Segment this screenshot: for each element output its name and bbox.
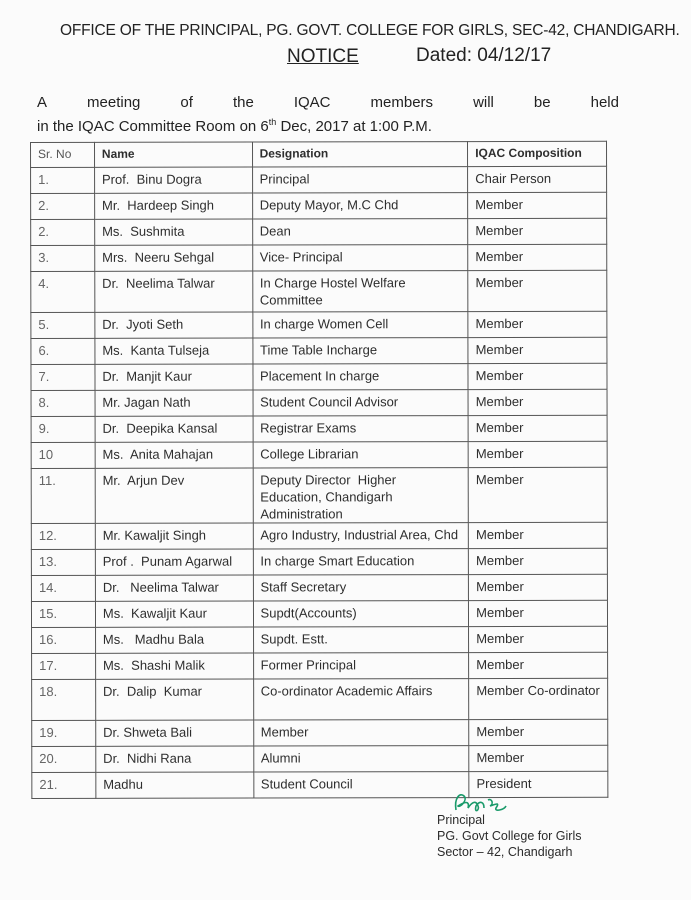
cell-designation: Supdt. Estt. [253, 627, 469, 653]
intro-word: be [533, 94, 551, 111]
cell-name: Mr. Jagan Nath [95, 390, 253, 416]
header-designation: Designation [252, 142, 468, 167]
cell-composition: Member [468, 337, 607, 363]
table-row [31, 415, 607, 442]
cell-composition: President [469, 771, 608, 797]
cell-name: Prof . Punam Agarwal [95, 549, 253, 575]
cell-designation: Deputy Mayor, M.C Chd [252, 193, 468, 219]
cell-sr-no: 10 [31, 442, 95, 468]
cell-sr-no: 14. [31, 575, 95, 601]
cell-name: Prof. Binu Dogra [94, 167, 252, 193]
cell-sr-no: 5. [31, 312, 95, 338]
cell-composition: Member [468, 270, 607, 311]
table-row [31, 166, 607, 193]
table-row [31, 270, 607, 312]
header-composition: IQAC Composition [468, 141, 607, 166]
cell-designation: Dean [252, 219, 468, 245]
cell-composition: Member [468, 441, 607, 467]
cell-designation: Student Council [253, 772, 469, 798]
cell-sr-no: 21. [32, 772, 96, 798]
table-row [31, 363, 607, 390]
cell-composition: Member [468, 363, 607, 389]
table-row [31, 192, 607, 219]
intro-line-2-prefix: in the IQAC Committee Room on 6 [37, 118, 269, 135]
cell-designation: Staff Secretary [253, 575, 469, 601]
signature-block [437, 812, 582, 860]
cell-name: Madhu [96, 772, 254, 798]
cell-name: Dr. Deepika Kansal [95, 416, 253, 442]
cell-designation: Supdt(Accounts) [253, 601, 469, 627]
intro-word: members [370, 94, 434, 111]
cell-composition: Member [468, 467, 607, 522]
cell-designation: Time Table Incharge [252, 338, 468, 364]
cell-sr-no: 8. [31, 390, 95, 416]
table-row [31, 244, 607, 271]
cell-name: Mr. Kawaljit Singh [95, 523, 253, 549]
signatory-institution: PG. Govt College for Girls [437, 829, 582, 843]
cell-composition: Member [469, 574, 608, 600]
intro-word: the [232, 94, 254, 111]
cell-sr-no: 4. [31, 271, 95, 312]
cell-designation: Member [253, 720, 469, 746]
notice-date: Dated: 04/12/17 [416, 45, 552, 66]
cell-composition: Member [468, 244, 607, 270]
table-row [31, 467, 607, 523]
cell-designation: In Charge Hostel Welfare Committee [252, 271, 468, 312]
cell-sr-no: 13. [31, 549, 95, 575]
intro-word: A [37, 94, 48, 111]
cell-designation: Agro Industry, Industrial Area, Chd [253, 523, 469, 549]
cell-composition: Member [468, 311, 607, 337]
intro-line-2-sup: th [268, 117, 277, 127]
cell-name: Ms. Kanta Tulseja [95, 338, 253, 364]
cell-designation: In charge Smart Education [253, 549, 469, 575]
cell-sr-no: 18. [32, 679, 96, 720]
table-row [31, 389, 607, 416]
cell-composition: Member Co-ordinator [469, 678, 608, 719]
cell-name: Ms. Shashi Malik [95, 653, 253, 679]
table-row [32, 678, 608, 720]
cell-name: Mrs. Neeru Sehgal [95, 245, 253, 271]
intro-word: meeting [87, 94, 141, 111]
cell-name: Dr. Shweta Bali [96, 720, 254, 746]
cell-composition: Member [469, 626, 608, 652]
cell-name: Ms. Anita Mahajan [95, 442, 253, 468]
table-row [32, 745, 608, 772]
intro-line-2 [37, 117, 432, 135]
table-row [32, 719, 608, 746]
cell-name: Dr. Neelima Talwar [95, 575, 253, 601]
cell-designation: Student Council Advisor [253, 390, 469, 416]
cell-name: Mr. Arjun Dev [95, 468, 253, 523]
cell-composition: Member [469, 745, 608, 771]
cell-sr-no: 15. [31, 601, 95, 627]
signature-stroke [456, 795, 506, 811]
cell-composition: Member [469, 719, 608, 745]
signatory-title: Principal [437, 813, 485, 827]
cell-sr-no: 2. [31, 219, 95, 245]
cell-designation: Registrar Exams [253, 416, 469, 442]
cell-sr-no: 2. [31, 193, 95, 219]
cell-designation: Deputy Director Higher Education, Chandigarh Administration [253, 468, 469, 523]
table-row [31, 600, 607, 627]
cell-designation: Vice- Principal [252, 245, 468, 271]
table-row [31, 441, 607, 468]
signatory-address: Sector – 42, Chandigarh [437, 845, 573, 859]
cell-sr-no: 11. [31, 468, 95, 523]
cell-sr-no: 20. [32, 746, 96, 772]
table-row [31, 337, 607, 364]
cell-name: Dr. Jyoti Seth [95, 312, 253, 338]
cell-designation: College Librarian [253, 442, 469, 468]
cell-sr-no: 16. [32, 627, 96, 653]
cell-name: Ms. Madhu Bala [95, 627, 253, 653]
cell-composition: Member [468, 218, 607, 244]
cell-composition: Member [468, 415, 607, 441]
cell-sr-no: 3. [31, 245, 95, 271]
intro-word: of [180, 94, 193, 111]
members-table [30, 141, 608, 799]
intro-word: IQAC [293, 94, 331, 111]
cell-designation: Alumni [253, 746, 469, 772]
cell-sr-no: 17. [32, 653, 96, 679]
intro-line-2-suffix: Dec, 2017 at 1:00 P.M. [276, 118, 432, 135]
table-row [32, 652, 608, 679]
cell-name: Dr. Neelima Talwar [95, 271, 253, 312]
cell-designation: Former Principal [253, 653, 469, 679]
cell-name: Ms. Sushmita [95, 219, 253, 245]
notice-title: NOTICE [287, 46, 359, 67]
cell-composition: Member [469, 600, 608, 626]
cell-name: Ms. Kawaljit Kaur [95, 601, 253, 627]
cell-name: Dr. Nidhi Rana [96, 746, 254, 772]
cell-composition: Member [468, 522, 607, 548]
table-row [31, 311, 607, 338]
cell-designation: In charge Women Cell [252, 312, 468, 338]
table-row [31, 548, 607, 575]
intro-word: will [473, 94, 494, 111]
office-heading: OFFICE OF THE PRINCIPAL, PG. GOVT. COLLEGE FOR GIRLS, SEC-42, CHANDIGARH. [60, 22, 680, 39]
cell-designation: Principal [252, 167, 468, 193]
cell-designation: Co-ordinator Academic Affairs [253, 679, 469, 720]
table-row [32, 626, 608, 653]
cell-name: Dr. Dalip Kumar [96, 679, 254, 720]
cell-sr-no: 1. [31, 167, 95, 193]
table-row [32, 771, 608, 798]
cell-composition: Member [468, 192, 607, 218]
intro-line-1 [37, 94, 619, 111]
cell-composition: Chair Person [468, 166, 607, 192]
table-row [31, 218, 607, 245]
cell-composition: Member [469, 548, 608, 574]
cell-sr-no: 6. [31, 338, 95, 364]
cell-name: Mr. Hardeep Singh [94, 193, 252, 219]
header-name: Name [94, 142, 252, 167]
cell-sr-no: 19. [32, 720, 96, 746]
table-header-row [31, 141, 607, 167]
cell-designation: Placement In charge [253, 364, 469, 390]
intro-word: held [590, 94, 619, 111]
header-sr-no: Sr. No [31, 142, 95, 167]
cell-composition: Member [468, 389, 607, 415]
cell-composition: Member [469, 652, 608, 678]
cell-sr-no: 7. [31, 364, 95, 390]
table-row [31, 522, 607, 549]
cell-sr-no: 12. [31, 523, 95, 549]
cell-name: Dr. Manjit Kaur [95, 364, 253, 390]
table-row [31, 574, 607, 601]
cell-sr-no: 9. [31, 416, 95, 442]
